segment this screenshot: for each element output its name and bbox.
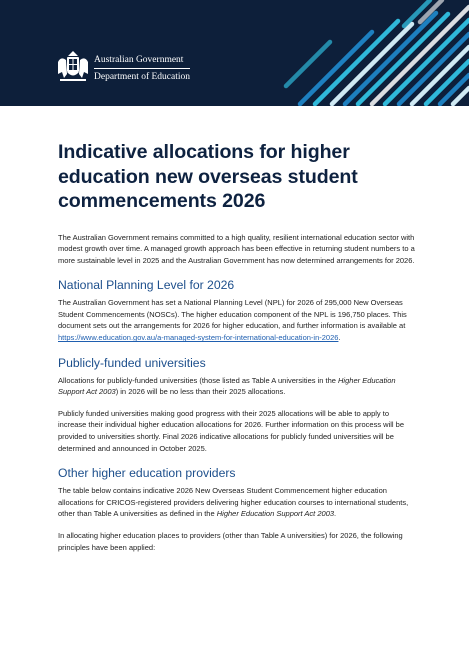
heading-publicly-funded-universities: Publicly-funded universities [58, 355, 206, 370]
logo-line-department: Department of Education [94, 72, 191, 82]
providers-paragraph-1 [58, 485, 418, 520]
providers-text-b: . [334, 509, 337, 519]
document-body [58, 140, 418, 553]
australian-government-logo [54, 48, 204, 86]
managed-system-link[interactable]: https://www.education.gov.au/a-managed-system-for-international-education-in-2026 [58, 333, 339, 343]
providers-paragraph-2: In allocating higher education places to providers (other than Table A universities) for 2026, the following principles have been applied: [58, 531, 403, 552]
heading-other-providers: Other higher education providers [58, 466, 236, 481]
logo-divider [94, 68, 190, 69]
logo-text [94, 54, 190, 83]
act-title: Higher Education Support Act 2003 [216, 509, 335, 519]
providers-text-a: The table below contains indicative 2026 New Overseas Student Commencement higher education allocations for CRICOS-registered providers delivering higher education courses to international students, other than Table A universities as defined in the [58, 486, 409, 519]
universities-text-b: ) in 2026 will be no less than their 2025 allocations. [115, 387, 286, 397]
npl-text: The Australian Government has set a National Planning Level (NPL) for 2026 of 295,000 New Overseas Student Commencements (NOSCs). The higher education component of the NPL is 196,750 places. This document sets out the arrangements for 2026 for higher education, and further information is available at [58, 298, 407, 331]
act-title: Higher Education Support Act 2003 [58, 375, 396, 397]
universities-paragraph-2: Publicly funded universities making good progress with their 2025 allocations will be able to apply to increase their individual higher education allocations for 2026. Further information on this process will be provided to universities shortly. Final 2026 indicative allocations for publicly funded universities will be determined and announced in October 2025. [58, 408, 405, 453]
npl-paragraph [58, 297, 418, 343]
heading-national-planning-level: National Planning Level for 2026 [58, 278, 235, 293]
intro-paragraph: The Australian Government remains committed to a high quality, resilient international education sector with modest growth over time. A managed growth approach has been effective in returning student numbers to a more sustainable level in 2025 and the Australian Government has now determined arrangements for 2026. [58, 232, 415, 265]
universities-paragraph-1 [58, 375, 418, 398]
logo-line-government: Australian Government [94, 55, 184, 65]
coat-of-arms-icon [54, 48, 92, 86]
page-title: Indicative allocations for higher education new overseas student commencements 2026 [58, 141, 358, 212]
header-banner [0, 0, 469, 106]
npl-text-end: . [338, 333, 341, 343]
universities-text-a: Allocations for publicly-funded universities (those listed as Table A universities in the [58, 375, 339, 385]
